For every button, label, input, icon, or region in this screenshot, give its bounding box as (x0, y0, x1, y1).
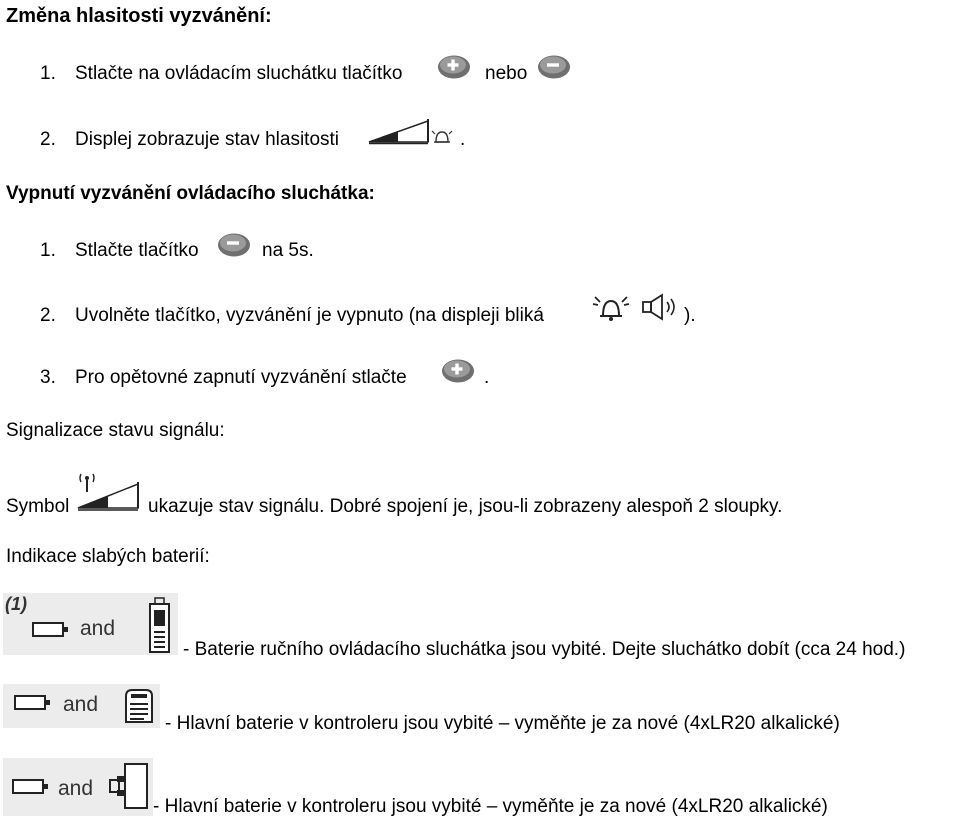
battery-picture-1 (3, 593, 178, 655)
mute-step2-number: 2. (40, 305, 56, 326)
volume-level-icon (368, 116, 460, 146)
battery-picture-3 (3, 758, 153, 816)
handset-icon (147, 596, 173, 654)
battery-row3-text: - Hlavní baterie v kontroleru jsou vybité – vyměňte je za nové (4xLR20 alkalické) (153, 796, 828, 817)
picture-number: (1) (5, 594, 27, 614)
battery-icon (31, 619, 71, 641)
mute-step2-end: ). (684, 305, 696, 326)
volume-step1-text: Stlačte na ovládacím sluchátku tlačítko (75, 63, 403, 84)
speaker-icon (640, 292, 682, 322)
signal-symbol-label: Symbol (6, 496, 70, 517)
minus-button-icon (537, 54, 571, 80)
volume-heading: Změna hlasitosti vyzvánění: (6, 5, 272, 27)
mute-heading: Vypnutí vyzvánění ovládacího sluchátka: (6, 183, 375, 204)
and-label: and (63, 693, 99, 716)
volume-step1-number: 1. (40, 63, 56, 84)
mute-step2-text: Uvolněte tlačítko, vyzvánění je vypnuto (na displeji bliká (75, 305, 544, 326)
volume-step2-number: 2. (40, 129, 56, 150)
volume-step2-text: Displej zobrazuje stav hlasitosti (75, 129, 340, 150)
mute-step1-number: 1. (40, 240, 56, 261)
plus-button-icon (441, 358, 475, 384)
and-label: and (58, 777, 94, 800)
battery-row1-text: - Baterie ručního ovládacího sluchátka jsou vybité. Dejte sluchátko dobít (cca 24 hod.) (183, 639, 906, 660)
battery-picture-2 (3, 684, 160, 728)
battery-icon (11, 776, 51, 798)
signal-strength-icon (76, 472, 142, 514)
ringer-bell-icon (592, 292, 630, 322)
base-station-icon (107, 762, 151, 812)
minus-button-icon (217, 232, 251, 258)
mute-step1-text: Stlačte tlačítko (75, 240, 199, 261)
battery-heading: Indikace slabých baterií: (6, 546, 210, 567)
volume-step1-or: nebo (485, 63, 528, 84)
volume-step2-end: . (460, 129, 466, 150)
base-station-icon (122, 688, 156, 724)
mute-step3-number: 3. (40, 367, 56, 388)
signal-heading: Signalizace stavu signálu: (6, 420, 225, 441)
battery-row2-text: - Hlavní baterie v kontroleru jsou vybité – vyměňte je za nové (4xLR20 alkalické) (165, 713, 840, 734)
mute-step1-after: na 5s. (262, 240, 314, 261)
mute-step3-end: . (484, 367, 490, 388)
battery-icon (13, 692, 53, 714)
plus-button-icon (437, 54, 471, 80)
mute-step3-text: Pro opětovné zapnutí vyzvánění stlačte (75, 367, 407, 388)
and-label: and (80, 617, 116, 640)
signal-text: ukazuje stav signálu. Dobré spojení je, jsou-li zobrazeny alespoň 2 sloupky. (148, 496, 783, 517)
